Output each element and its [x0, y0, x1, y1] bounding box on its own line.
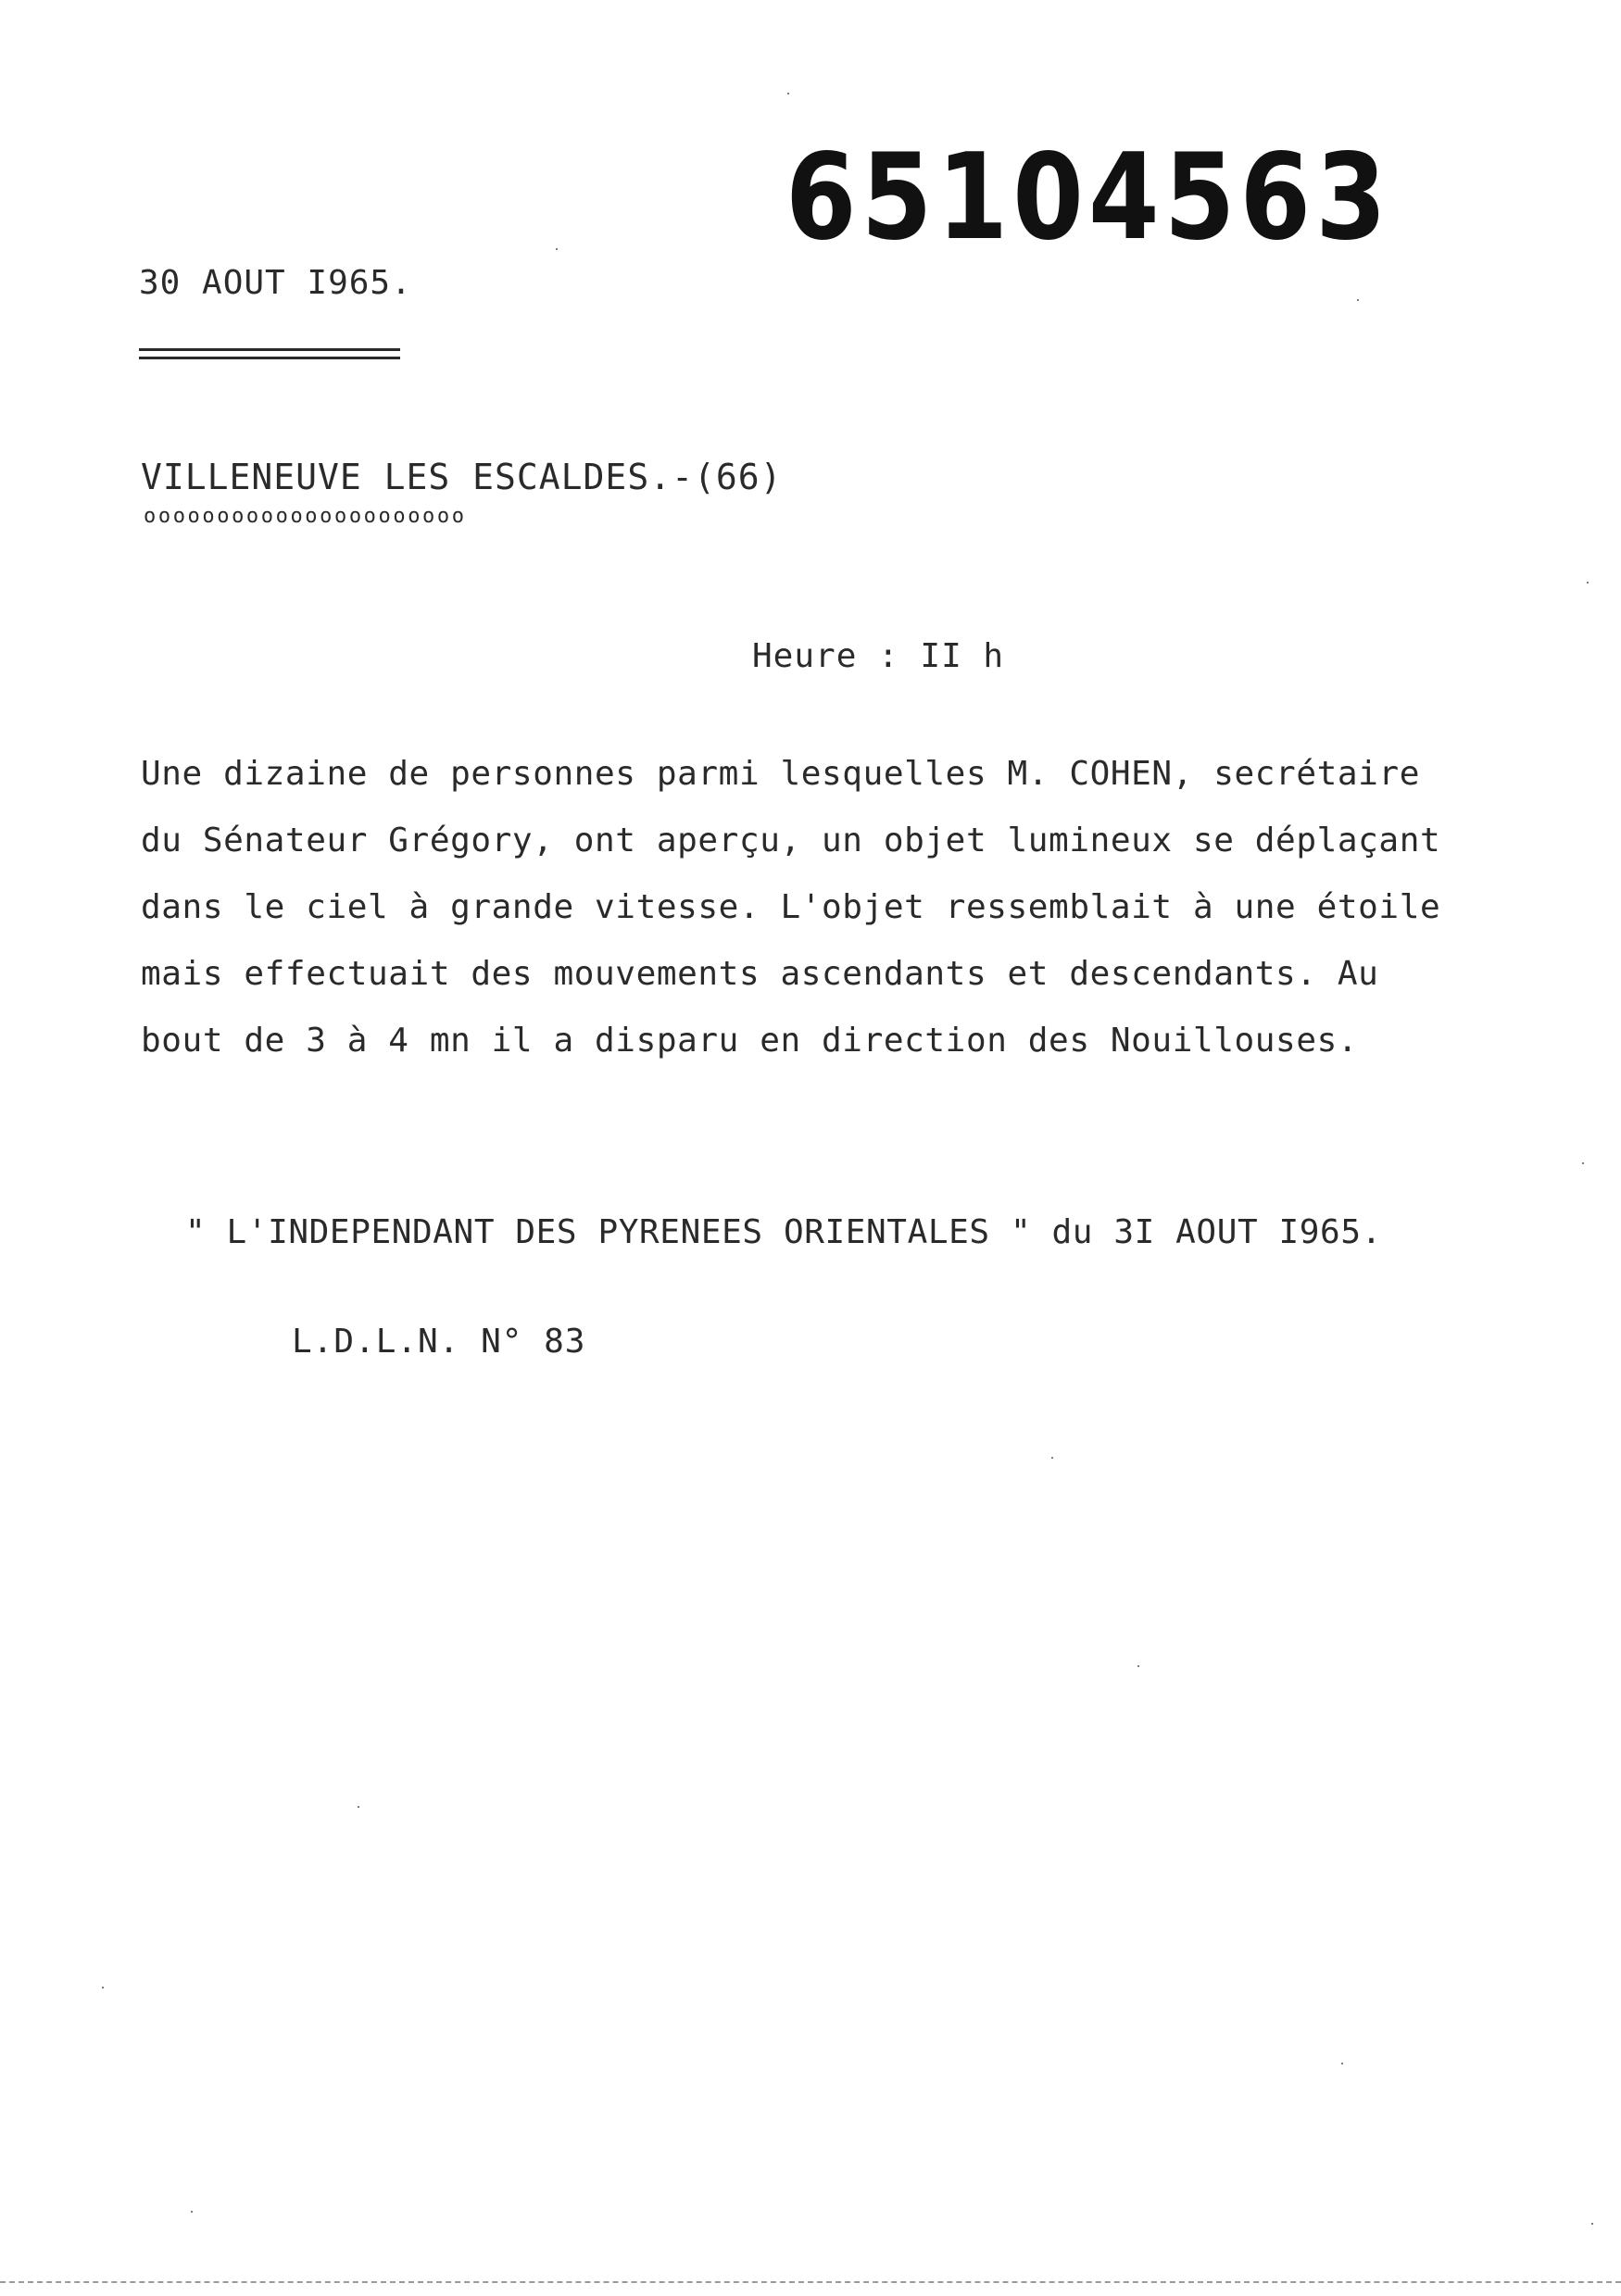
scan-speck — [191, 2211, 193, 2213]
scan-speck — [1051, 1457, 1053, 1459]
scan-speck — [1587, 582, 1589, 583]
scan-speck — [358, 1806, 359, 1808]
ldln-reference: L.D.L.N. N° 83 — [292, 1323, 586, 1361]
scan-bottom-edge — [0, 2281, 1621, 2283]
body-line: bout de 3 à 4 mn il a disparu en direction des Nouillouses. — [141, 1022, 1359, 1060]
scan-speck — [556, 248, 558, 250]
date-underline-second — [139, 357, 400, 359]
scan-speck — [1591, 2223, 1593, 2225]
place-underline: oooooooooooooooooooooo — [144, 505, 467, 528]
scan-speck — [1137, 1665, 1139, 1667]
source-citation: " L'INDEPENDANT DES PYRENEES ORIENTALES " du 3I AOUT I965. — [185, 1213, 1382, 1251]
scan-speck — [787, 93, 789, 94]
date-underline — [139, 348, 400, 351]
hour-line: Heure : II h — [752, 637, 1005, 675]
document-date: 30 AOUT I965. — [139, 264, 412, 302]
reference-number: 65104563 — [785, 129, 1392, 267]
body-line: Une dizaine de personnes parmi lesquelles M. COHEN, secrétaire — [141, 755, 1420, 793]
scan-speck — [1341, 2063, 1343, 2064]
place-heading: VILLENEUVE LES ESCALDES.-(66) — [141, 457, 783, 497]
scan-speck — [1582, 1162, 1584, 1164]
report-body — [141, 741, 1530, 1074]
body-line: mais effectuait des mouvements ascendants et descendants. Au — [141, 955, 1379, 993]
scan-speck — [102, 1987, 104, 1989]
body-line: du Sénateur Grégory, ont aperçu, un objet lumineux se déplaçant — [141, 822, 1441, 859]
body-line: dans le ciel à grande vitesse. L'objet ressemblait à une étoile — [141, 888, 1441, 926]
scan-speck — [1357, 299, 1359, 301]
